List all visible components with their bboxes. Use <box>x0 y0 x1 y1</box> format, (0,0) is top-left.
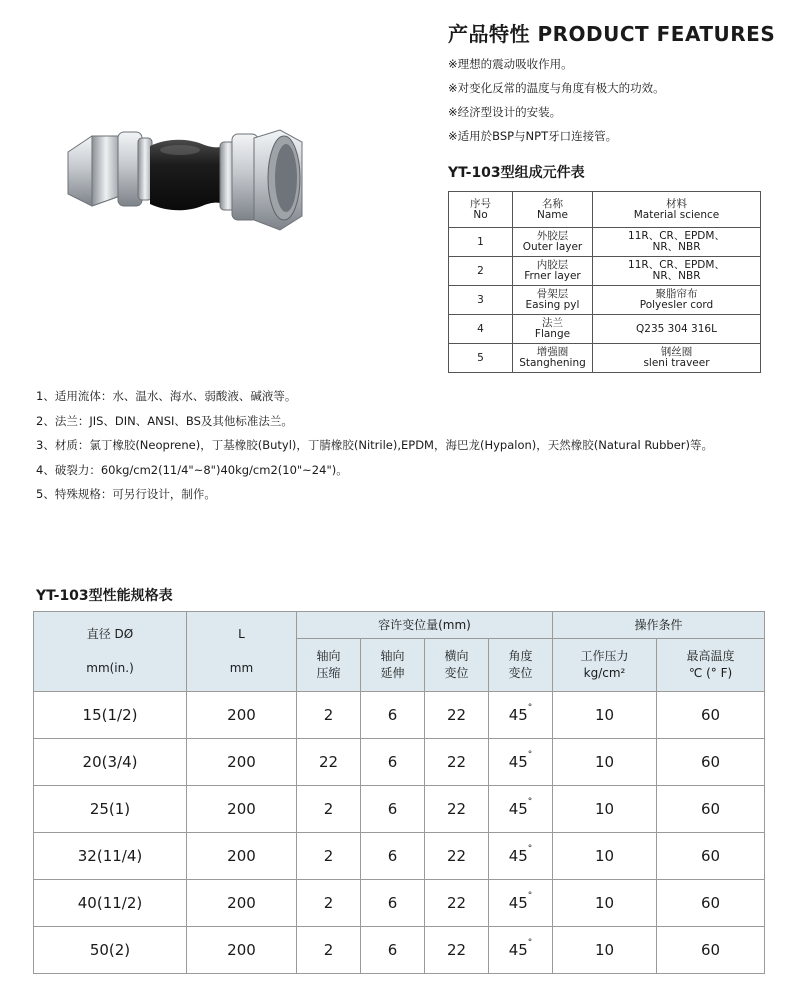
header-line: 横向 <box>444 649 469 663</box>
cell-angular <box>489 833 553 880</box>
material-line-2: sleni traveer <box>643 357 710 369</box>
header-en: No <box>473 208 488 221</box>
features-list <box>448 52 665 148</box>
features-title: 产品特性 PRODUCT FEATURES <box>448 22 776 46</box>
cell-length: 200 <box>187 927 297 974</box>
header-line: 延伸 <box>380 666 405 680</box>
row-name <box>513 257 593 286</box>
table-row <box>34 927 765 974</box>
name-cn: 外胶层 <box>536 230 569 242</box>
cell-temperature: 60 <box>657 833 765 880</box>
cell-lateral: 22 <box>425 692 489 739</box>
angle-value: 45 <box>508 800 528 818</box>
feature-item: ※理想的震动吸收作用。 <box>448 57 573 71</box>
spec-table-title: YT-103型性能规格表 <box>36 588 173 604</box>
cell-temperature: 60 <box>657 739 765 786</box>
cell-axial-compression: 2 <box>297 927 361 974</box>
cell-diameter: 15(1/2) <box>34 692 187 739</box>
name-cn: 法兰 <box>542 317 563 329</box>
header-cn: 名称 <box>542 197 563 210</box>
cell-angular <box>489 880 553 927</box>
cell-axial-extension: 6 <box>361 880 425 927</box>
degree-symbol: ° <box>527 797 533 807</box>
name-en: Outer layer <box>522 241 583 253</box>
degree-symbol: ° <box>527 938 533 948</box>
material-line-1: 钢丝圈 <box>660 346 693 358</box>
row-name <box>513 286 593 315</box>
row-no: 2 <box>449 257 513 286</box>
cell-axial-compression: 2 <box>297 833 361 880</box>
cell-diameter: 50(2) <box>34 927 187 974</box>
material-line-1: Q235 304 316L <box>636 322 717 335</box>
angle-value: 45 <box>508 894 528 912</box>
cell-diameter: 32(11/4) <box>34 833 187 880</box>
row-name <box>513 228 593 257</box>
cell-length: 200 <box>187 739 297 786</box>
angle-value: 45 <box>508 753 528 771</box>
cell-pressure: 10 <box>553 880 657 927</box>
header-length-label: L <box>238 627 245 641</box>
cell-axial-extension: 6 <box>361 786 425 833</box>
row-name <box>513 315 593 344</box>
cell-temperature: 60 <box>657 880 765 927</box>
header-line: ℃ (° F) <box>688 666 733 680</box>
header-line: kg/cm² <box>583 666 626 680</box>
header-cn: 序号 <box>470 197 491 210</box>
table-row <box>449 257 761 286</box>
header-lateral <box>425 639 489 692</box>
table-row <box>449 344 761 373</box>
header-line: 轴向 <box>316 649 341 663</box>
header-diameter-unit: mm(in.) <box>86 661 134 675</box>
header-line: 变位 <box>508 666 533 680</box>
rubber-expansion-joint-image <box>62 108 312 248</box>
spec-notes <box>36 384 713 507</box>
spec-header-row <box>34 612 765 639</box>
note-item: 5、特殊规格：可另行设计，制作。 <box>36 487 216 501</box>
table-row <box>34 739 765 786</box>
note-item: 4、破裂力：60kg/cm2(11/4"~8")40kg/cm2(10"~24")。 <box>36 462 348 477</box>
cell-axial-extension: 6 <box>361 927 425 974</box>
header-length-unit: mm <box>229 661 254 675</box>
header-line: 轴向 <box>380 649 405 663</box>
row-material <box>593 344 761 373</box>
header-line: 最高温度 <box>686 649 735 663</box>
cell-angular <box>489 927 553 974</box>
cell-length: 200 <box>187 833 297 880</box>
row-name <box>513 344 593 373</box>
row-no: 3 <box>449 286 513 315</box>
feature-item: ※对变化反常的温度与角度有极大的功效。 <box>448 81 665 95</box>
cell-axial-compression: 22 <box>297 739 361 786</box>
cell-diameter: 25(1) <box>34 786 187 833</box>
header-axial-compression <box>297 639 361 692</box>
name-cn: 内胶层 <box>536 259 569 271</box>
cell-length: 200 <box>187 692 297 739</box>
note-item: 2、法兰：JIS、DIN、ANSI、BS及其他标准法兰。 <box>36 413 293 428</box>
header-length <box>187 612 297 692</box>
name-en: Easing pyl <box>525 299 580 311</box>
header-operating-conditions: 操作条件 <box>553 612 765 639</box>
note-item: 1、适用流体：水、温水、海水、弱酸液、碱液等。 <box>36 389 297 403</box>
cell-angular <box>489 739 553 786</box>
header-max-temperature <box>657 639 765 692</box>
cell-angular <box>489 692 553 739</box>
header-cn: 材料 <box>666 197 687 210</box>
row-material <box>593 228 761 257</box>
row-material <box>593 315 761 344</box>
degree-symbol: ° <box>527 703 533 713</box>
cell-temperature: 60 <box>657 927 765 974</box>
material-line-2: NR、NBR <box>652 241 701 253</box>
degree-symbol: ° <box>527 844 533 854</box>
header-line: 角度 <box>508 649 533 663</box>
name-cn: 增强圈 <box>536 346 569 358</box>
cell-axial-compression: 2 <box>297 692 361 739</box>
header-diameter-label: 直径 DØ <box>86 627 134 641</box>
header-line: 工作压力 <box>580 649 629 663</box>
header-en: Material science <box>633 208 720 221</box>
row-no: 5 <box>449 344 513 373</box>
cell-pressure: 10 <box>553 786 657 833</box>
cell-axial-extension: 6 <box>361 833 425 880</box>
name-en: Stanghening <box>519 357 586 369</box>
row-no: 4 <box>449 315 513 344</box>
cell-temperature: 60 <box>657 786 765 833</box>
feature-item: ※经济型设计的安装。 <box>448 105 562 119</box>
row-material <box>593 286 761 315</box>
angle-value: 45 <box>508 847 528 865</box>
cell-lateral: 22 <box>425 880 489 927</box>
table-row <box>449 286 761 315</box>
cell-length: 200 <box>187 880 297 927</box>
header-cell <box>513 192 593 228</box>
feature-item: ※适用於BSP与NPT牙口连接管。 <box>448 129 618 143</box>
header-en: Name <box>537 208 568 221</box>
header-diameter <box>34 612 187 692</box>
cell-pressure: 10 <box>553 739 657 786</box>
material-line-2: NR、NBR <box>652 270 701 282</box>
row-material <box>593 257 761 286</box>
note-item: 3、材质：氯丁橡胶(Neoprene)，丁基橡胶(Butyl)，丁腈橡胶(Nitrile),EPDM，海巴龙(Hypalon)，天然橡胶(Natural Rubber)等。 <box>36 438 713 452</box>
components-table <box>448 191 761 373</box>
header-displacement: 容许变位量(mm) <box>297 612 553 639</box>
cell-axial-extension: 6 <box>361 739 425 786</box>
cell-lateral: 22 <box>425 927 489 974</box>
name-en: Flange <box>534 328 571 340</box>
components-table-title: YT-103型组成元件表 <box>448 165 585 181</box>
cell-axial-compression: 2 <box>297 786 361 833</box>
cell-pressure: 10 <box>553 692 657 739</box>
header-working-pressure <box>553 639 657 692</box>
header-line: 压缩 <box>316 666 341 680</box>
cell-lateral: 22 <box>425 786 489 833</box>
cell-diameter: 20(3/4) <box>34 739 187 786</box>
header-angular <box>489 639 553 692</box>
cell-pressure: 10 <box>553 833 657 880</box>
name-cn: 骨架层 <box>536 288 569 300</box>
material-line-1: 聚脂帘布 <box>655 288 698 300</box>
cell-axial-extension: 6 <box>361 692 425 739</box>
material-line-1: 11R、CR、EPDM、 <box>628 230 725 242</box>
header-cell <box>449 192 513 228</box>
cell-diameter: 40(11/2) <box>34 880 187 927</box>
angle-value: 45 <box>508 941 528 959</box>
table-row <box>34 692 765 739</box>
name-en: Frner layer <box>524 270 581 282</box>
row-no: 1 <box>449 228 513 257</box>
header-axial-extension <box>361 639 425 692</box>
cell-axial-compression: 2 <box>297 880 361 927</box>
material-line-2: Polyesler cord <box>639 299 714 311</box>
table-row <box>449 315 761 344</box>
cell-temperature: 60 <box>657 692 765 739</box>
cell-length: 200 <box>187 786 297 833</box>
table-row <box>449 228 761 257</box>
angle-value: 45 <box>508 706 528 724</box>
degree-symbol: ° <box>527 750 533 760</box>
table-row <box>34 833 765 880</box>
header-line: 变位 <box>444 666 469 680</box>
spec-table <box>33 611 765 974</box>
components-header-row <box>449 192 761 228</box>
cell-lateral: 22 <box>425 833 489 880</box>
degree-symbol: ° <box>527 891 533 901</box>
table-row <box>34 880 765 927</box>
table-row <box>34 786 765 833</box>
cell-lateral: 22 <box>425 739 489 786</box>
cell-angular <box>489 786 553 833</box>
cell-pressure: 10 <box>553 927 657 974</box>
material-line-1: 11R、CR、EPDM、 <box>628 259 725 271</box>
header-cell <box>593 192 761 228</box>
